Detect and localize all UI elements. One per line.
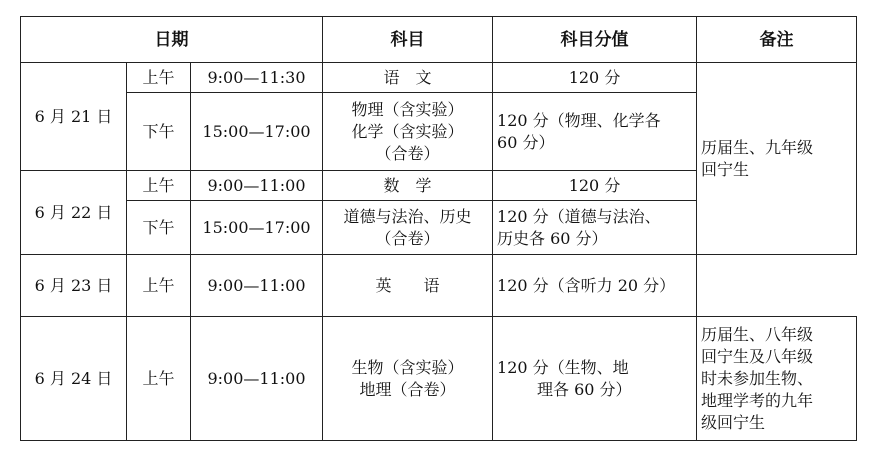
remark-cell (697, 317, 857, 441)
subject-line: （合卷） (375, 143, 440, 163)
remark-line: 时未参加生物、 (701, 368, 814, 388)
score-cell: 120 分 (493, 171, 697, 201)
score-line: 理各 60 分） (537, 379, 632, 399)
header-score: 科目分值 (493, 17, 697, 63)
time-cell: 9:00—11:00 (191, 317, 323, 441)
subject-line: （合卷） (375, 228, 440, 248)
header-remark: 备注 (697, 17, 857, 63)
score-line: 120 分（道德与法治、 (497, 206, 661, 226)
score-line: 120 分（物理、化学各 (497, 110, 661, 130)
date-cell: 6 月 21 日 (21, 63, 127, 171)
subject-cell: 英 语 (323, 255, 493, 317)
date-cell: 6 月 23 日 (21, 255, 127, 317)
header-date: 日期 (21, 17, 323, 63)
subject-cell (323, 93, 493, 171)
remark-line: 历届生、八年级 (701, 324, 814, 344)
time-cell: 15:00—17:00 (191, 201, 323, 255)
remark-line: 回宁生 (701, 159, 750, 179)
score-cell (493, 317, 697, 441)
exam-schedule-table (20, 16, 857, 441)
table-row (21, 255, 857, 317)
half-day-cell: 上午 (127, 63, 191, 93)
remark-line: 级回宁生 (701, 412, 766, 432)
remark-line: 回宁生及八年级 (701, 346, 814, 366)
header-subject: 科目 (323, 17, 493, 63)
time-cell: 9:00—11:30 (191, 63, 323, 93)
time-cell: 9:00—11:00 (191, 171, 323, 201)
table-row (21, 63, 857, 93)
date-cell: 6 月 22 日 (21, 171, 127, 255)
date-cell: 6 月 24 日 (21, 317, 127, 441)
remark-line: 历届生、九年级 (701, 137, 814, 157)
score-cell: 120 分 (493, 63, 697, 93)
score-line: 历史各 60 分） (497, 228, 608, 248)
score-line: 120 分（生物、地 (497, 357, 629, 377)
score-cell (493, 93, 697, 171)
subject-line: 道德与法治、历史 (343, 206, 472, 226)
header-row (21, 17, 857, 63)
score-cell: 120 分（含听力 20 分） (493, 255, 697, 317)
subject-line: 化学（含实验） (351, 121, 464, 141)
subject-cell: 数 学 (323, 171, 493, 201)
table-row (21, 317, 857, 441)
time-cell: 9:00—11:00 (191, 255, 323, 317)
remark-cell (697, 63, 857, 255)
remark-line: 地理学考的九年 (701, 390, 814, 410)
half-day-cell: 上午 (127, 255, 191, 317)
score-line: 60 分） (497, 132, 555, 152)
subject-cell (323, 317, 493, 441)
subject-line: 生物（含实验） (351, 357, 464, 377)
subject-cell: 语 文 (323, 63, 493, 93)
score-cell (493, 201, 697, 255)
half-day-cell: 上午 (127, 171, 191, 201)
time-cell: 15:00—17:00 (191, 93, 323, 171)
half-day-cell: 上午 (127, 317, 191, 441)
subject-line: 物理（含实验） (351, 99, 464, 119)
subject-line: 地理（合卷） (359, 379, 456, 399)
half-day-cell: 下午 (127, 93, 191, 171)
half-day-cell: 下午 (127, 201, 191, 255)
subject-cell (323, 201, 493, 255)
